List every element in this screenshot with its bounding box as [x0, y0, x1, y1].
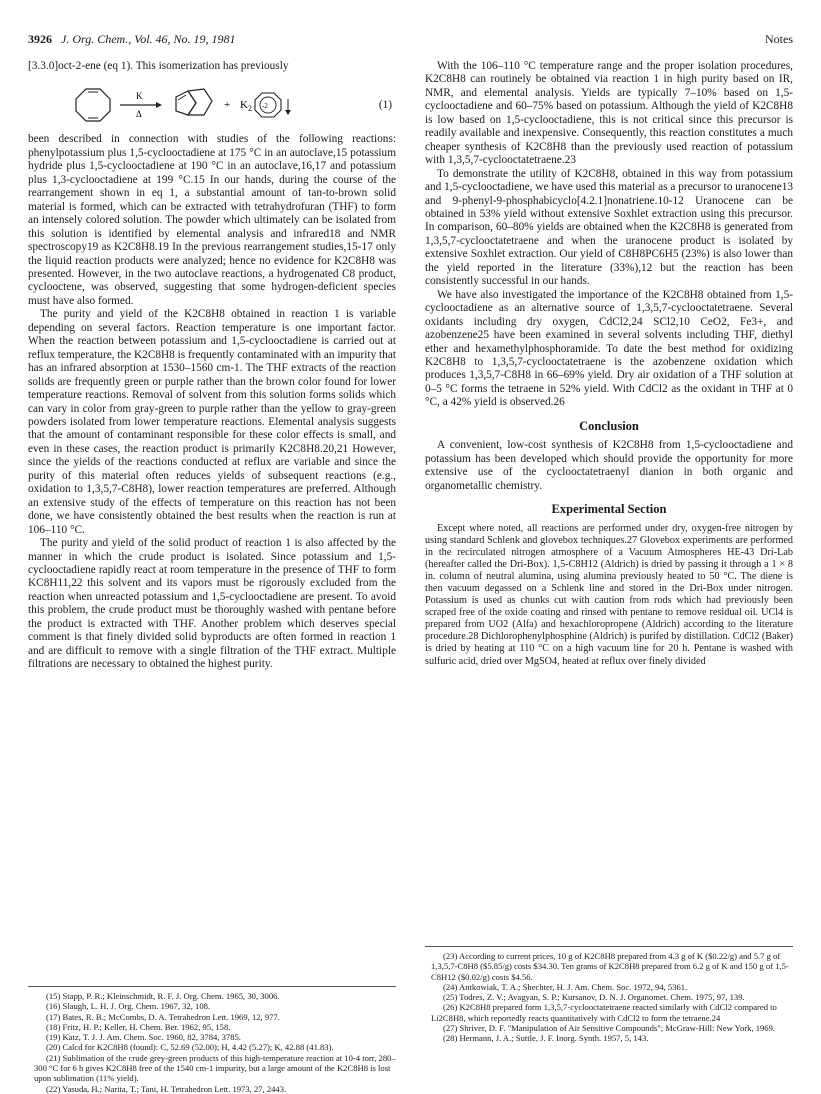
footnote: (15) Stapp, P. R.; Kleinschmidt, R. F. J. Org. Chem. 1965, 30, 3006.: [46, 991, 280, 1001]
paragraph: To demonstrate the utility of K2C8H8, obtained in this way from potassium and 1,5-cyclooctadiene, we have used this material as a precursor to uranocene13 and 9-phenyl-9-phosphabicyclo[4.2.1]nonatriene.10-12 Uranocene can be obtained in 53% yield without extensive Soxhlet extraction using this precursor. In comparison, 60–80% yields are obtained when the K2C8H8 is generated from 1,3,5,7-cyclooctatetraene and when the uranocene product is isolated by extensive Soxhlet extraction. Our yield of C8H8PC6H5 (23%) is also lower than the yield reported in the literature (33%),12 but the reaction has been consistently successful in our hands.: [425, 167, 793, 288]
paragraph: With the 106–110 °C temperature range and the proper isolation procedures, K2C8H8 can routinely be obtained via reaction 1 in high purity based on IR, NMR, and elemental analysis. Yields are typically 7–10% based on 1,5-cyclooctadiene and 60–75% based on potassium. Although the yield of K2C8H8 is low based on 1,5-cyclooctadiene, this is not critical since this precursor is readily available and inexpensive. Consequently, this reaction constitutes a much cheaper synthesis of K2C8H8 than the previously used reaction of potassium with 1,3,5,7-cyclooctatetraene.23: [425, 60, 793, 167]
ring-charge: -2: [262, 102, 268, 111]
page-header: [28, 32, 793, 48]
footnote-rule: [425, 946, 793, 947]
footnote: (27) Shriver, D. F. "Manipulation of Air Sensitive Compounds"; McGraw-Hill: New York, 1969.: [443, 1023, 776, 1034]
paragraph: A convenient, low-cost synthesis of K2C8H8 from 1,5-cyclooctadiene and potassium has been developed which should provide the opportunity for more extensive use of the cyclooctatetraenyl dianion in both organic and organometallic chemistry.: [425, 439, 793, 492]
footnote: (26) K2C8H8 prepared form 1,3,5,7-cyclooctatetraene reacted similarly with CdCl2 compared to Li2C8H8, which reportedly reacts quantitatively with CdCl2 to form the tetraene.24: [431, 1002, 777, 1023]
paragraph: Except where noted, all reactions are performed under dry, oxygen-free nitrogen by using standard Schlenk and glovebox techniques.27 Glovebox experiments are performed in the recirculated nitrogen atmosphere of a Vacuum Atmospheres HE-43 Dri-Lab (hereafter called the Dri-Box). 1,5-C8H12 (Aldrich) is dried by passing it through a 1 × 8 in. column of neutral alumina, using alumina previously heated to 50 °C. The diene is then vacuum degassed on a Schlenk line and stored in the Dri-Box under nitrogen. Potassium is used as chunks cut with caution from rods which had previously been scraped free of the oxide coating and rinsed with pentane to remove residual oil. UCl4 is prepared from UO2 (Alfa) and hexachloropropene (Aldrich) according to the literature procedure.28 Dichlorophenylphosphine (Aldrich) is purifed by distillation. CdCl2 (Baker) is dried by heating at 110 °C on a high vacuum line for 20 h. Pentane is washed with sulfuric acid, dried over MgSO4, heated at reflux over finely divided: [425, 522, 793, 667]
section-label: Notes: [765, 32, 793, 46]
footnotes-right: [425, 940, 793, 1044]
salt-sub: 2: [248, 104, 252, 114]
paragraph: We have also investigated the importance of the K2C8H8 obtained from 1,5-cyclooctadiene as an alternative source of 1,3,5,7-cyclooctatetraene. Several oxidants including dry oxygen, CdCl2,24 SCl2,10 CeO2, Fe3+, and azobenzene25 have been examined in several solvents including THF, diethyl ether and hexamethylphosphoramide. To date the best method for oxidizing K2C8H8 to 1,3,5,7-cyclooctatetraene is the azobenzene oxidation which produces 1,3,5,7-C8H8 in 66–69% yield. Dry air oxidation of a THF solution at 0–5 °C forms the tetraene in 52% yield. With CdCl2 as the oxidant in THF at 0 °C, a 42% yield is observed.26: [425, 288, 793, 409]
footnote-rule: [28, 986, 396, 987]
salt-prefix: K: [240, 99, 248, 112]
page-number: 3926: [28, 32, 52, 46]
footnote: (21) Sublimation of the crude grey-green products of this high-temperature reaction at 10-4 torr, 280–300 °C for 6 h gives K2C8H8 free of the 1540 cm-1 impurity, but a large amount of the K2C8H8 is lost upon sublimation (11% yield).: [34, 1052, 396, 1084]
footnote: (19) Katz, T. J. J. Am. Chem. Soc. 1960, 82, 3784, 3785.: [46, 1032, 241, 1043]
footnote: (17) Bates, R. B.; McCombs, D. A. Tetrahedron Lett. 1969, 12, 977.: [46, 1011, 280, 1022]
footnote: (16) Slaugh, L. H. J. Org. Chem. 1967, 32, 108.: [46, 1001, 211, 1012]
right-column: [425, 60, 793, 668]
left-column: [28, 60, 396, 672]
reagent-top: K: [136, 91, 143, 102]
plus-sign: +: [224, 99, 231, 112]
section-heading-conclusion: Conclusion: [579, 418, 639, 433]
paragraph: The purity and yield of the solid product of reaction 1 is also affected by the manner in which the crude product is isolated. Since potassium and 1,5-cyclooctadiene rapidly react at room temperature in the presence of THF to form KC8H11,22 this solvent and its vapors must be rigorously excluded from the reaction when unreacted potassium and 1,5-cyclooctadiene are present. To avoid this problem, the crude product must be thoroughly washed with pentane before the product is extracted with THF. Another problem which deserves special comment is that finely divided solid byproducts are often formed in reaction 1 and are difficult to remove with a single filtration of the THF extract. Multiple filtrations are necessary to obtained the highest purity.: [28, 537, 396, 671]
footnotes-left: [28, 980, 396, 1094]
footnote: (23) According to current prices, 10 g of K2C8H8 prepared from 4.3 g of K ($0.22/g) and 5.7 g of 1,3,5,7-C8H8 ($5.85/g) costs $34.30. Ten grams of K2C8H8 prepared from 6.2 g of K and 150 g of 1,5-C8H12 ($0.02/g) costs $4.56.: [431, 951, 789, 982]
equation-1: [28, 77, 396, 131]
reaction-scheme-icon: [28, 77, 368, 131]
footnote: (20) Calcd for K2C8H8 (found): C, 52.69 (52.00); H, 4.42 (5.27); K, 42.88 (41.83).: [46, 1042, 334, 1053]
footnote: (28) Hermann, J. A.; Suttle, J. F. Inorg. Synth. 1957, 5, 143.: [443, 1033, 649, 1044]
paragraph: [3.3.0]oct-2-ene (eq 1). This isomerization has previously: [28, 60, 289, 72]
section-heading-experimental: Experimental Section: [551, 502, 667, 517]
reagent-bottom: Δ: [136, 109, 142, 120]
equation-number: (1): [378, 99, 392, 112]
journal-citation: J. Org. Chem., Vol. 46, No. 19, 1981: [61, 32, 236, 46]
footnote: (25) Todres, Z. V.; Avagyan, S. P.; Kursanov, D. N. J. Organomet. Chem. 1975, 97, 139.: [443, 992, 745, 1003]
paragraph: The purity and yield of the K2C8H8 obtained in reaction 1 is variable depending on several factors. Reaction temperature is one important factor. When the reaction between potassium and 1,5-cyclooctadiene is carried out at reflux temperature, the K2C8H8 is frequently contaminated with an impurity that has an infrared absorption at 1530–1560 cm-1. The THF extracts of the reaction solids are frequently green or purple rather than the brown color found for lower temperature reactions. Removal of solvent from this solution forms solids which can vary in color from gray-green to purple rather than the yellow to gray-green powders isolated from lower temperature reactions. Elemental analysis suggests that the amount of contaminant responsible for these color effects is small, and even in these cases, the reaction product is primarily K2C8H8.20,21 However, since the yields of the reactions conducted at reflux are variable and since the purity of this material often reduces yields of subsequent reactions (e.g., oxidation to 1,3,5,7-C8H8), lower reaction temperatures are preferred. Although an extensive study of the effects of temperature on this reaction has not been done, we have consistently obtained the best results when the reaction is run at 106–110 °C.: [28, 308, 396, 536]
footnote: (18) Fritz, H. P.; Keller, H. Chem. Ber. 1962, 95, 158.: [46, 1021, 231, 1032]
paragraph: been described in connection with studies of the following reactions: phenylpotassium plus 1,5-cyclooctadiene at 175 °C in an autoclave,15 potassium hydride plus 1,5-cyclooctadiene at 190 °C in an autoclave,16,17 and potassium plus 1,3-cyclooctadiene at 199 °C.15 In our hands, during the course of the rearrangement shown in eq 1, a substantial amount of tan-to-brown solid material is formed, which can be extracted with tetrahydrofuran (THF) to form an intensely colored solution. The powder which ultimately can be isolated from this solution is identified by elemental analysis and infrared18 and NMR spectroscopy19 as K2C8H8.19 In the previous rearrangement studies,15-17 only the liquid reaction products were analyzed; hence no evidence for K2C8H8 was presented. However, in the two autoclave reactions, a hydrogenated C8 product, cyclooctene, was observed, suggesting that some hydrogen-deficient species must have also formed.: [28, 133, 396, 307]
footnote: (22) Yasuda, H.; Narita, T.; Tani, H. Tetrahedron Lett. 1973, 27, 2443.: [46, 1083, 287, 1094]
footnote: (24) Antkowiak, T. A.; Shechter, H. J. Am. Chem. Soc. 1972, 94, 5361.: [443, 981, 688, 992]
